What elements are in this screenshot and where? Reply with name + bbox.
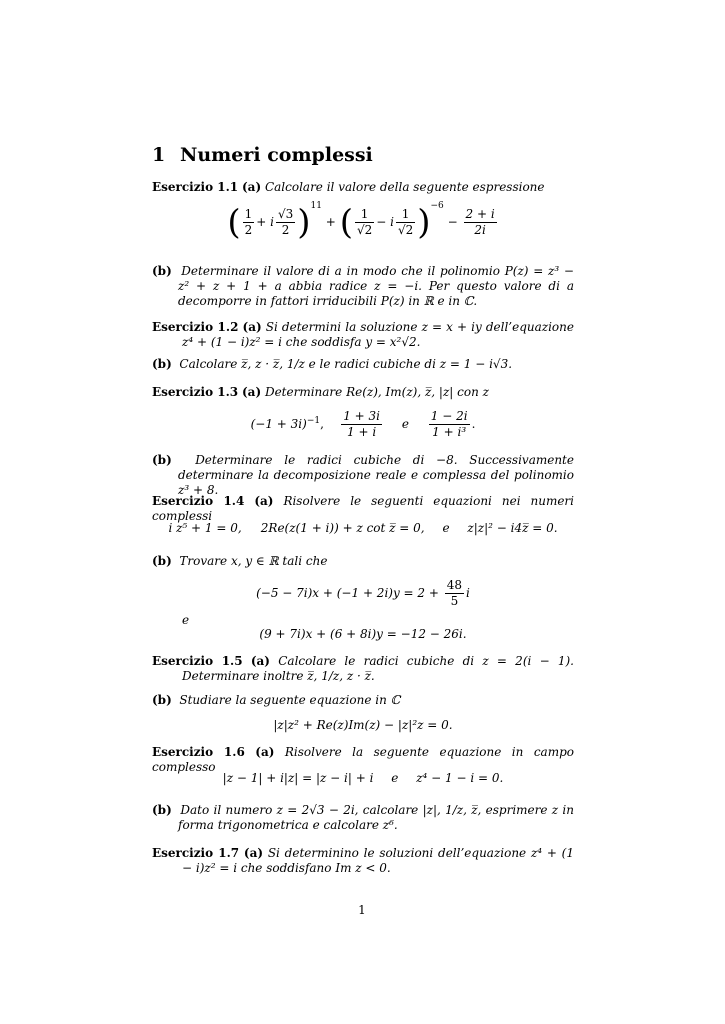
exercise-text: Dato il numero z = 2√3 − 2i, calcolare |z|, 1/z, z̅, esprimere z in forma trigonometrica e calcolare z⁶. [178,803,574,832]
exercise-label: Esercizio 1.2 [152,320,239,334]
part-label: (a) [241,385,262,399]
exercise-text: Risolvere le seguenti equazioni nei numeri complessi [152,494,575,523]
exercise-1-5-b [152,693,574,708]
exercise-text: Si determinino le soluzioni dell’equazione z⁴ + (1 − i)z² = i che soddisfano Im z < 0. [182,846,574,875]
exercise-1-3-b [152,453,574,498]
exercise-1-4-a [152,494,574,524]
exercise-1-3-a [152,385,574,400]
exercise-1-6-equation: |z − 1| + i|z| = |z − i| + i e z⁴ − 1 − i = 0. [222,771,504,785]
exercise-text: Calcolare il valore della seguente espressione [264,180,545,194]
exercise-1-2-b [152,357,574,372]
part-label: (b) [152,264,172,278]
exercise-text: Risolvere la seguente equazione in campo complesso [152,745,574,774]
exercise-text: Determinare il valore di a in modo che il polinomio P(z) = z³ − z² + z + 1 + a abbia radice z = −i. Per questo valore di a decomporre in fattori irriducibili P(z) in ℝ e in ℂ. [178,264,574,308]
exercise-label: Esercizio 1.7 [152,846,240,860]
exercise-label: Esercizio 1.4 [152,494,245,508]
exercise-1-2-a [152,320,574,350]
part-label: (a) [250,654,270,668]
exercise-1-1-a [152,180,574,195]
exercise-1-6-b [152,803,574,833]
part-label: (a) [254,494,274,508]
part-label: (a) [241,180,262,194]
exercise-label: Esercizio 1.5 [152,654,243,668]
exercise-1-4-equation: i z⁵ + 1 = 0, 2Re(z(1 + i)) + z cot z̅ = 0, e z|z|² − i4z̅ = 0. [168,521,558,535]
part-label: (b) [152,554,172,568]
exercise-1-4-conjunction: e [182,613,190,627]
exercise-label: Esercizio 1.6 [152,745,245,759]
exercise-label: Esercizio 1.3 [152,385,239,399]
exercise-1-4-system-eq1: (−5 − 7i)x + (−1 + 2i)y = 2 + $\frac{48}{5}$ i [256,578,470,608]
exercise-1-4-system-eq2: (9 + 7i)x + (6 + 8i)y = −12 − 26i. [259,627,467,641]
page-number: 1 [358,903,366,917]
exercise-1-5-equation: |z|z² + Re(z)Im(z) − |z|²z = 0. [273,718,453,732]
exercise-1-5-a [152,654,574,684]
exercise-1-4-b [152,554,574,569]
part-label: (a) [255,745,275,759]
part-label: (b) [152,453,172,467]
section-title: Numeri complessi [180,144,373,166]
exercise-text: Determinare le radici cubiche di −8. Successivamente determinare la decomposizione reale e complessa del polinomio z³ + 8. [178,453,574,497]
part-label: (a) [243,846,264,860]
part-label: (b) [152,357,172,371]
exercise-text: Determinare Re(z), Im(z), z̅, |z| con z [264,385,489,399]
section-heading [152,144,373,166]
exercise-1-7-a [152,846,574,876]
section-number: 1 [152,144,166,166]
exercise-text: Calcolare z̅, z · z̅, 1/z e le radici cubiche di z = 1 − i√3. [179,357,513,371]
exercise-text: Studiare la seguente equazione in ℂ [179,693,401,707]
exercise-1-1-equation: ( $\frac{1}{2}$ + i $\frac{√3}{2}$ )$^{11}$ + ( $\frac{1}{√2}$ − i $\frac{1}{√2}$ )$^{-6}$ − $\frac{2 + i}{2i}$ [227,201,495,243]
exercise-text: Trovare x, y ∈ ℝ tali che [179,554,328,568]
part-label: (a) [242,320,262,334]
part-label: (b) [152,693,172,707]
exercise-label: Esercizio 1.1 [152,180,239,194]
exercise-1-1-b [152,264,574,309]
part-label: (b) [152,803,172,817]
exercise-text: Si determini la soluzione z = x + iy dell’equazione z⁴ + (1 − i)z² = i che soddisfa y = x²√2. [182,320,574,349]
exercise-1-3-equation: $(-1 + 3i)^{-1}$, $\frac{1 + 3i}{1 + i}$ e $\frac{1 - 2i}{\text{1 + i³}}$ . [250,409,476,439]
exercise-text: Calcolare le radici cubiche di z = 2(i − 1). Determinare inoltre z̅, 1/z, z · z̅. [182,654,574,683]
